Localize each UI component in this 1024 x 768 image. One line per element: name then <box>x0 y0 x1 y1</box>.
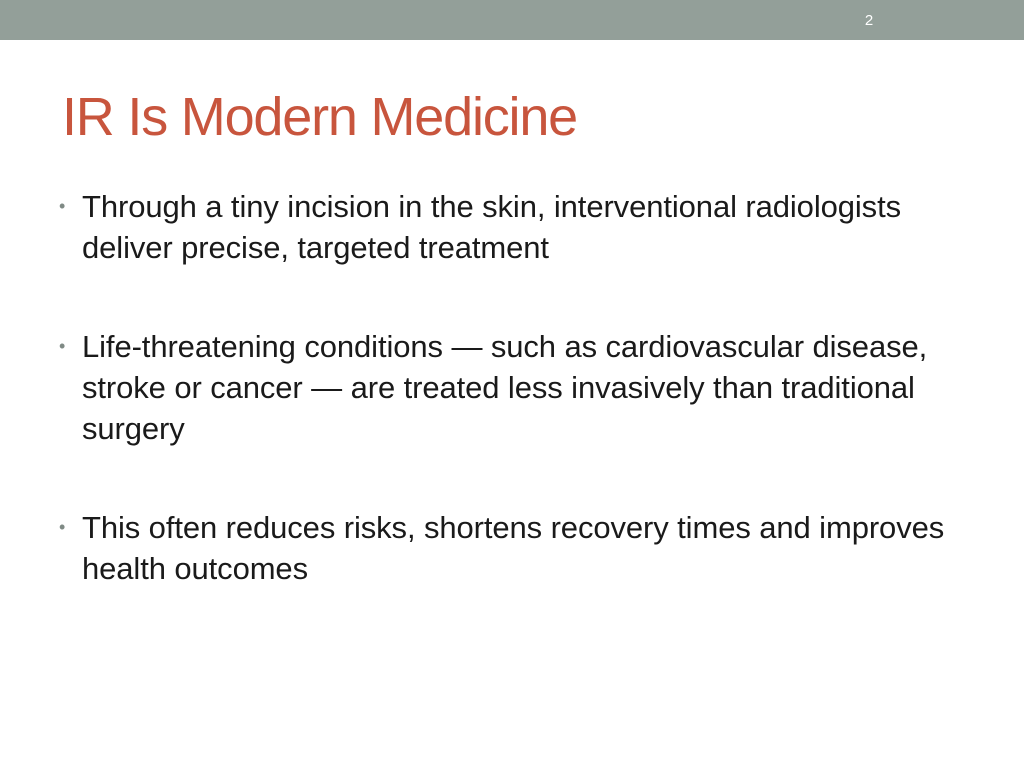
bullet-dot-icon: • <box>59 336 66 356</box>
bullet-text: Through a tiny incision in the skin, interventional radiologists deliver precise, targeted treatment <box>82 189 901 265</box>
top-bar <box>0 0 1024 40</box>
bullet-dot-icon: • <box>59 196 66 216</box>
bullet-text: Life-threatening conditions — such as cardiovascular disease, stroke or cancer — are treated less invasively than traditional surgery <box>82 329 928 446</box>
slide-title: IR Is Modern Medicine <box>62 87 578 147</box>
bullet-item <box>0 507 962 589</box>
bullet-dot-icon: • <box>59 517 66 537</box>
bullet-item <box>0 186 962 268</box>
bullet-list <box>0 186 1024 647</box>
bullet-item <box>0 326 962 449</box>
slide-number: 2 <box>864 12 874 29</box>
bullet-text: This often reduces risks, shortens recovery times and improves health outcomes <box>82 510 945 586</box>
